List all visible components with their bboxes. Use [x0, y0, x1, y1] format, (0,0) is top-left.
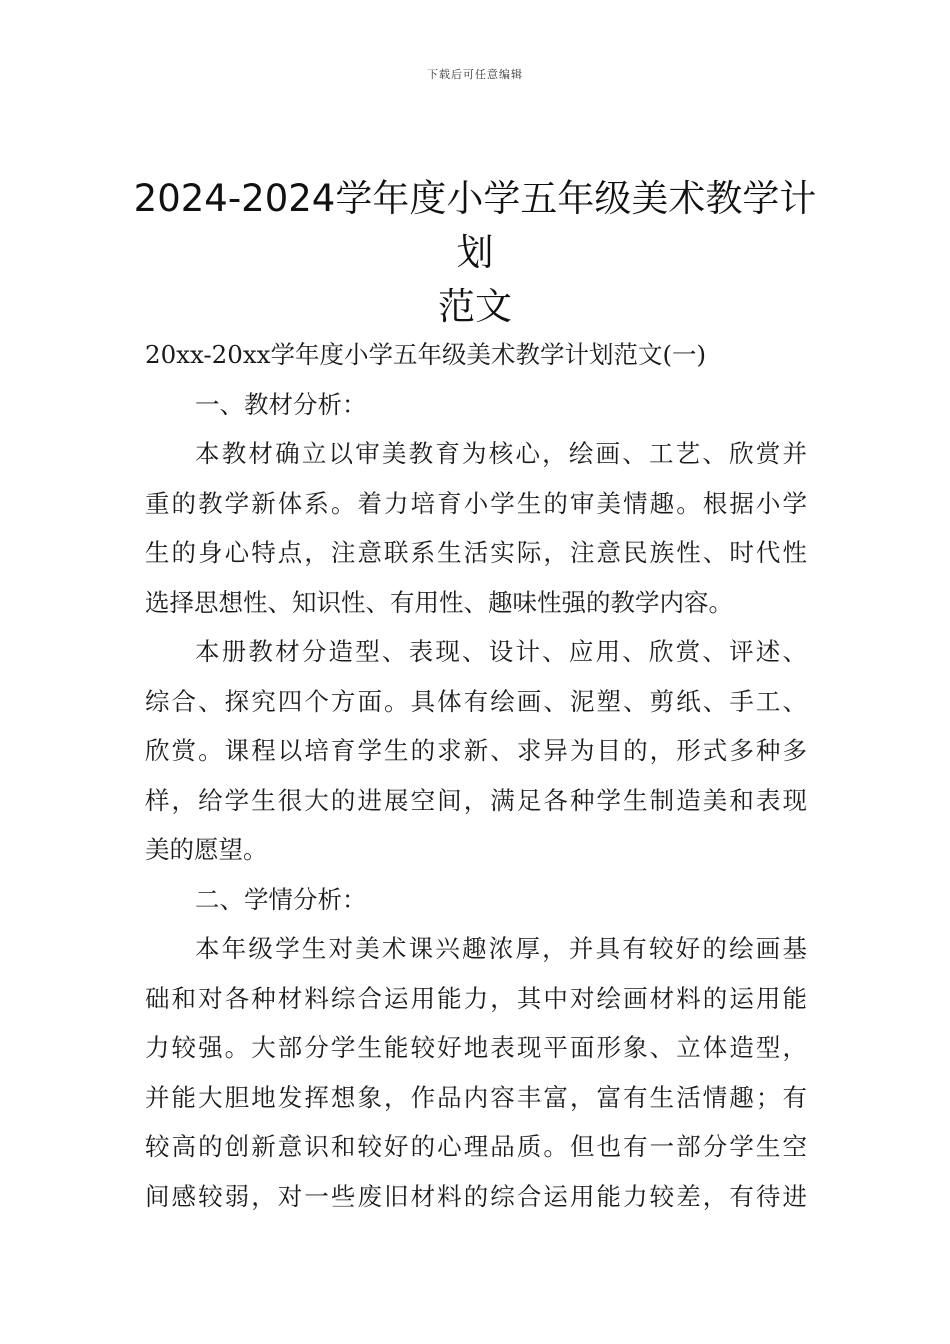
section-heading-student-analysis: 二、学情分析：: [195, 884, 367, 914]
paragraph-line: 选择思想性、知识性、有用性、趣味性强的教学内容。: [145, 587, 733, 617]
paragraph-line: 间感较弱，对一些废旧材料的综合运用能力较差，有待进: [145, 1181, 807, 1211]
document-body: [145, 330, 807, 1221]
title-line-2: 范文: [438, 285, 512, 328]
paragraph-line: 美的愿望。: [145, 835, 268, 864]
paragraph-line: 重的教学新体系。着力培育小学生的审美情趣。根据小学: [145, 488, 807, 518]
title-line-1: 2024-2024学年度小学五年级美术教学计划: [133, 177, 817, 274]
paragraph-line: 本教材确立以审美教育为核心，绘画、工艺、欣赏并: [195, 439, 807, 468]
paragraph-line: 生的身心特点，注意联系生活实际，注意民族性、时代性: [145, 538, 807, 567]
section-heading-textbook-analysis: 一、教材分析：: [195, 389, 367, 419]
paragraph-line: 样，给学生很大的进展空间，满足各种学生制造美和表现: [145, 785, 807, 815]
paragraph-line: 本册教材分造型、表现、设计、应用、欣赏、评述、: [195, 637, 807, 666]
header-note: 下载后可任意编辑: [427, 68, 523, 81]
subtitle-line: 20xx-20xx学年度小学五年级美术教学计划范文(一): [145, 340, 707, 369]
paragraph-line: 并能大胆地发挥想象，作品内容丰富，富有生活情趣；有: [145, 1082, 807, 1112]
document-title: [130, 172, 820, 334]
paragraph-line: 欣赏。课程以培育学生的求新、求异为目的，形式多种多: [145, 736, 807, 765]
paragraph-line: 本年级学生对美术课兴趣浓厚，并具有较好的绘画基: [195, 934, 807, 963]
paragraph-line: 综合、探究四个方面。具体有绘画、泥塑、剪纸、手工、: [145, 686, 807, 716]
paragraph-line: 较高的创新意识和较好的心理品质。但也有一部分学生空: [145, 1132, 807, 1161]
paragraph-line: 力较强。大部分学生能较好地表现平面形象、立体造型，: [145, 1033, 807, 1062]
paragraph-line: 础和对各种材料综合运用能力，其中对绘画材料的运用能: [145, 983, 807, 1013]
